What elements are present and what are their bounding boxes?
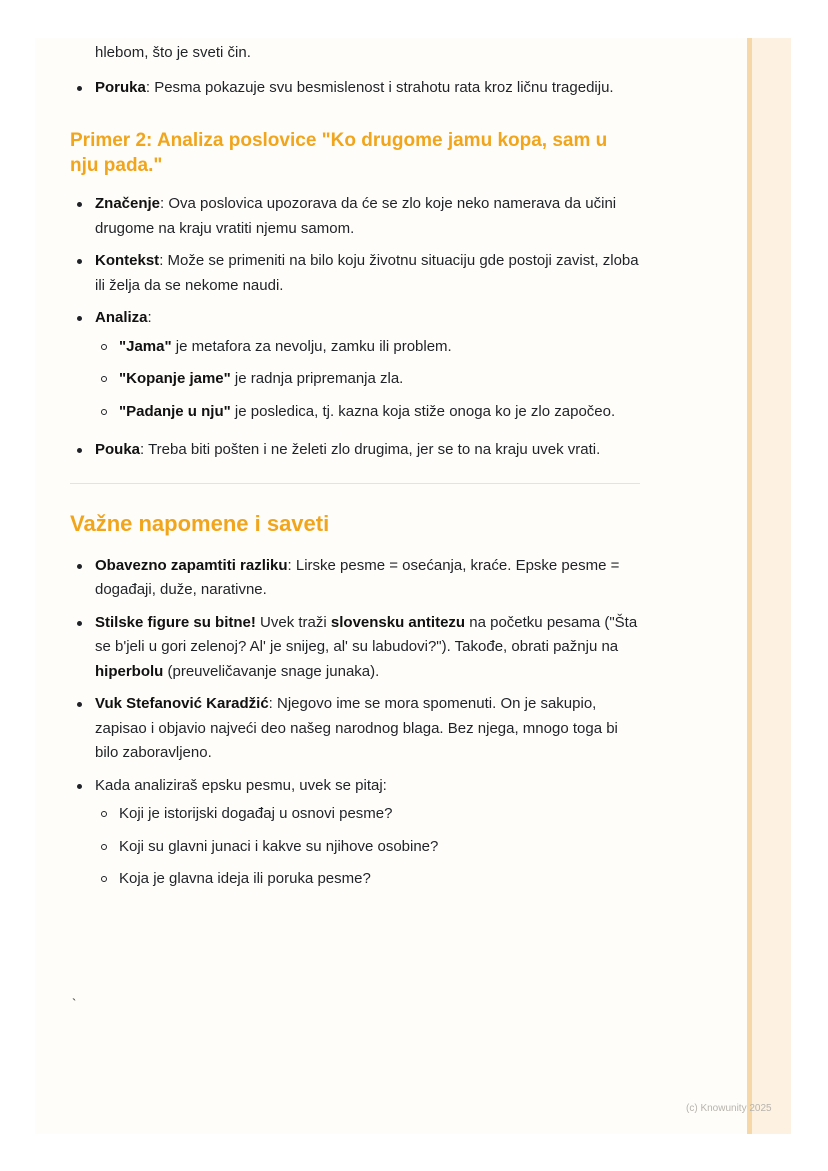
item-text: : Treba biti pošten i ne želeti zlo drugima, jer se to na kraju uvek vrati. (140, 441, 601, 458)
questions-sublist (95, 802, 640, 892)
item-label: Analiza (95, 309, 148, 326)
list-item (70, 611, 640, 685)
analysis-sublist (95, 335, 640, 425)
section-divider (70, 483, 640, 484)
item-text: je metafora za nevolju, zamku ili problem. (171, 337, 452, 355)
section-heading-napomene: Važne napomene i saveti (70, 510, 330, 536)
stray-mark: ` (72, 996, 77, 1011)
page-margin-line (747, 38, 752, 1134)
list-item (70, 249, 640, 298)
item-label: Kontekst (95, 252, 160, 269)
list-item (70, 76, 640, 101)
list-item (70, 438, 640, 463)
item-text: (preuveličavanje snage junaka). (163, 662, 380, 680)
sub-list-item (95, 335, 640, 360)
intro-list (70, 76, 640, 101)
sub-list-item (95, 367, 640, 392)
item-text: : Njegovo ime se mora spomenuti. On je sakupio, zapisao i objavio najveći deo našeg narodnog blaga. Bez njega, mnogo toga bi bilo zaboravljeno. (95, 695, 618, 761)
item-label: Poruka (95, 78, 146, 96)
item-label: "Jama" (119, 337, 172, 355)
item-label: Značenje (95, 195, 161, 212)
item-text: : Pesma pokazuje svu besmislenost i strahotu rata kroz ličnu tragediju. (145, 78, 614, 96)
emphasis-hiperbola: hiperbolu (95, 662, 164, 680)
list-item (70, 192, 640, 241)
document-content (70, 38, 640, 900)
item-label: "Kopanje jame" (119, 370, 231, 387)
item-label: Stilske figure su bitne! (95, 613, 256, 631)
item-label: Obavezno zapamtiti razliku (95, 556, 288, 574)
item-text: : (147, 309, 152, 326)
item-text: Uvek traži (255, 613, 331, 631)
item-label: Vuk Stefanović Karadžić (95, 695, 269, 712)
primer2-list (70, 192, 640, 463)
item-text: : Može se primeniti na bilo koju životnu situaciju gde postoji zavist, zloba ili želja da se nekome naudi. (95, 252, 639, 294)
item-text: : Lirske pesme = osećanja, kraće. Epske pesme = događaji, duže, narativne. (95, 556, 620, 598)
item-text: na početku pesama ("Šta se b'jeli u gori zelenoj? Al' je snijeg, al' su labudovi?"). Takođe, obrati pažnju na (95, 613, 638, 655)
list-item (70, 306, 640, 424)
copyright-footer: (c) Knowunity 2025 (686, 1103, 772, 1114)
list-item (70, 692, 640, 766)
emphasis-antiteza: slovensku antitezu (330, 613, 466, 631)
sub-list-item: Koji je istorijski događaj u osnovi pesme? (95, 802, 640, 827)
item-label: Pouka (95, 441, 141, 458)
page-margin-stripe (747, 38, 791, 1134)
list-item (70, 774, 640, 892)
sub-list-item: Koja je glavna ideja ili poruka pesme? (95, 867, 640, 892)
continued-text: hlebom, što je sveti čin. (95, 44, 251, 61)
section-heading-primer-2: Primer 2: Analiza poslovice "Ko drugome jamu kopa, sam u nju pada." (70, 130, 608, 176)
item-text: je posledica, tj. kazna koja stiže onoga ko je zlo započeo. (230, 402, 616, 420)
list-item (70, 554, 640, 603)
item-label: "Padanje u nju" (119, 402, 231, 420)
item-text: Kada analiziraš epsku pesmu, uvek se pitaj: (95, 776, 387, 794)
item-text: : Ova poslovica upozorava da će se zlo koje neko namerava da učini drugome na kraju vratiti njemu samom. (95, 195, 617, 237)
item-text: je radnja pripremanja zla. (230, 370, 404, 387)
sub-list-item: Koji su glavni junaci i kakve su njihove osobine? (95, 835, 640, 860)
sub-list-item (95, 400, 640, 425)
notes-list (70, 554, 640, 892)
